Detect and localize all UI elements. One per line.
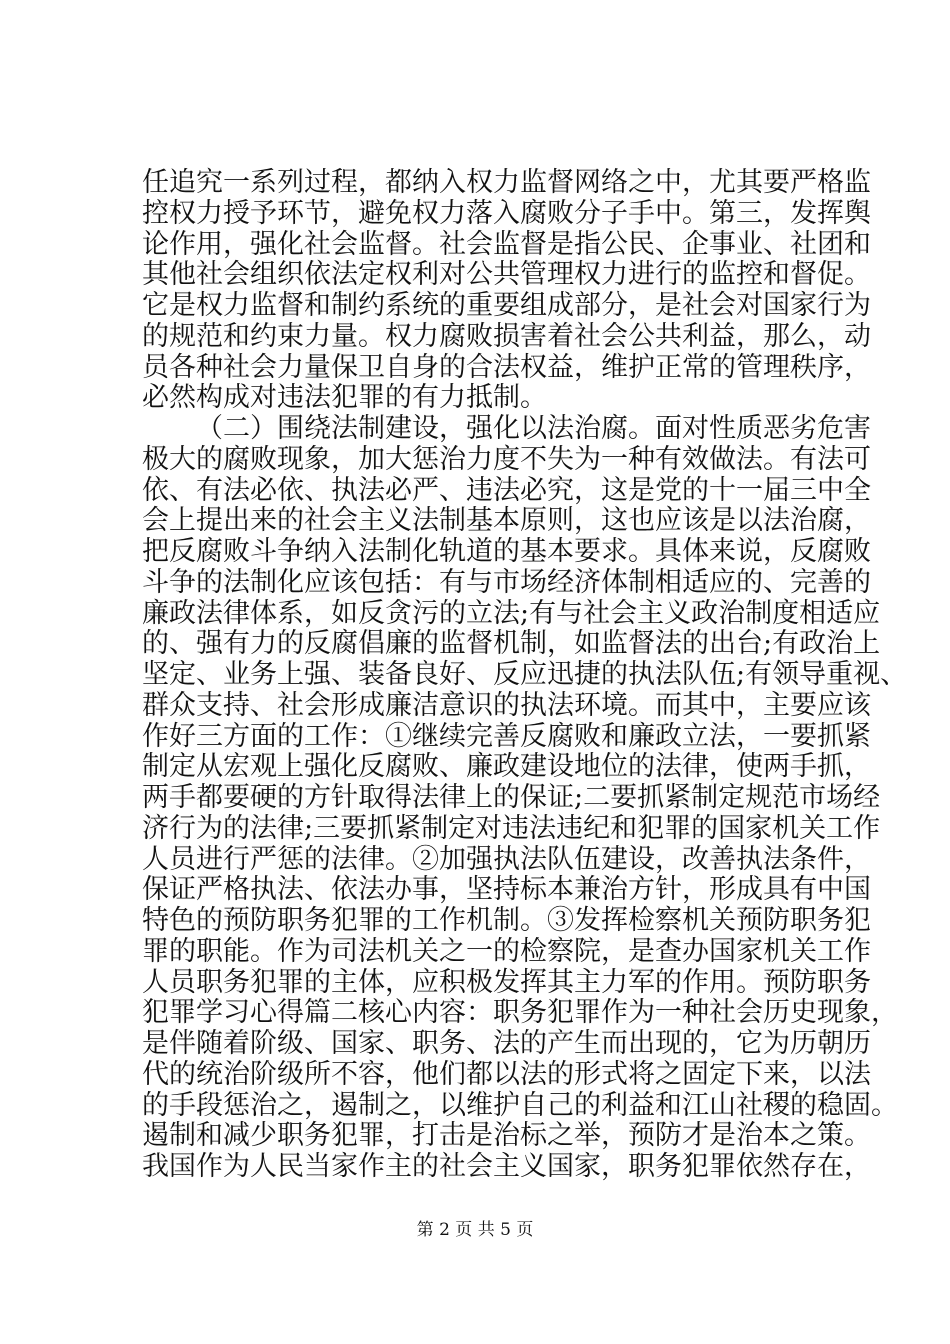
text-line: 员各种社会力量保卫自身的合法权益，维护正常的管理秩序， [142,351,871,383]
text-line: 制定从宏观上强化反腐败、廉政建设地位的法律，使两手抓， [142,751,871,783]
text-line: 遏制和减少职务犯罪，打击是治标之举，预防才是治本之策。 [142,1120,871,1152]
text-line: 人员职务犯罪的主体，应积极发挥其主力军的作用。预防职务 [142,966,871,998]
text-line: 济行为的法律;三要抓紧制定对违法违纪和犯罪的国家机关工作 [142,812,881,844]
text-line: 控权力授予环节，避免权力落入腐败分子手中。第三，发挥舆 [142,197,871,229]
document-body [142,167,908,1183]
text-line: 必然构成对违法犯罪的有力抵制。 [142,382,547,414]
text-line: 论作用，强化社会监督。社会监督是指公民、企事业、社团和 [142,228,871,260]
text-line: 廉政法律体系，如反贪污的立法;有与社会主义政治制度相适应 [142,597,881,629]
text-line: 会上提出来的社会主义法制基本原则，这也应该是以法治腐， [142,505,871,537]
text-line: 的手段惩治之，遏制之，以维护自己的利益和江山社稷的稳固。 [142,1089,898,1121]
text-line: 特色的预防职务犯罪的工作机制。③发挥检察机关预防职务犯 [142,905,871,936]
text-line: 极大的腐败现象，加大惩治力度不失为一种有效做法。有法可 [142,443,871,475]
text-line: 保证严格执法、依法办事，坚持标本兼治方针，形成具有中国 [142,874,871,906]
text-line: 依、有法必依、执法必严、违法必究，这是党的十一届三中全 [142,474,871,506]
text-line: 它是权力监督和制约系统的重要组成部分，是社会对国家行为 [142,290,871,321]
text-line: 两手都要硬的方针取得法律上的保证;二要抓紧制定规范市场经 [142,782,881,813]
text-line: 任追究一系列过程，都纳入权力监督网络之中，尤其要严格监 [142,167,871,198]
text-line: 我国作为人民当家作主的社会主义国家，职务犯罪依然存在， [142,1151,871,1182]
text-line: 的规范和约束力量。权力腐败损害着社会公共利益，那么，动 [142,320,871,352]
text-line: 群众支持、社会形成廉洁意识的执法环境。而其中，主要应该 [142,689,871,721]
text-line: 犯罪学习心得篇二核心内容：职务犯罪作为一种社会历史现象， [142,997,898,1029]
text-line: 斗争的法制化应该包括：有与市场经济体制相适应的、完善的 [142,566,871,598]
paragraph-heading-line: （二）围绕法制建设，强化以法治腐。面对性质恶劣危害 [196,413,871,444]
text-line: 的、强有力的反腐倡廉的监督机制，如监督法的出台;有政治上 [142,628,881,660]
text-line: 把反腐败斗争纳入法制化轨道的基本要求。具体来说，反腐败 [142,536,871,567]
text-line: 其他社会组织依法定权利对公共管理权力进行的监控和督促。 [142,259,871,291]
text-line: 坚定、业务上强、装备良好、反应迅捷的执法队伍;有领导重视、 [142,659,908,690]
page-number-footer: 第 2 页 共 5 页 [416,1220,534,1240]
text-line: 人员进行严惩的法律。②加强执法队伍建设，改善执法条件， [142,843,871,875]
text-line: 罪的职能。作为司法机关之一的检察院，是查办国家机关工作 [142,935,871,967]
text-line: 代的统治阶级所不容，他们都以法的形式将之固定下来，以法 [142,1058,871,1090]
text-line: 是伴随着阶级、国家、职务、法的产生而出现的，它为历朝历 [142,1028,871,1059]
text-line: 作好三方面的工作：①继续完善反腐败和廉政立法，一要抓紧 [142,720,871,752]
